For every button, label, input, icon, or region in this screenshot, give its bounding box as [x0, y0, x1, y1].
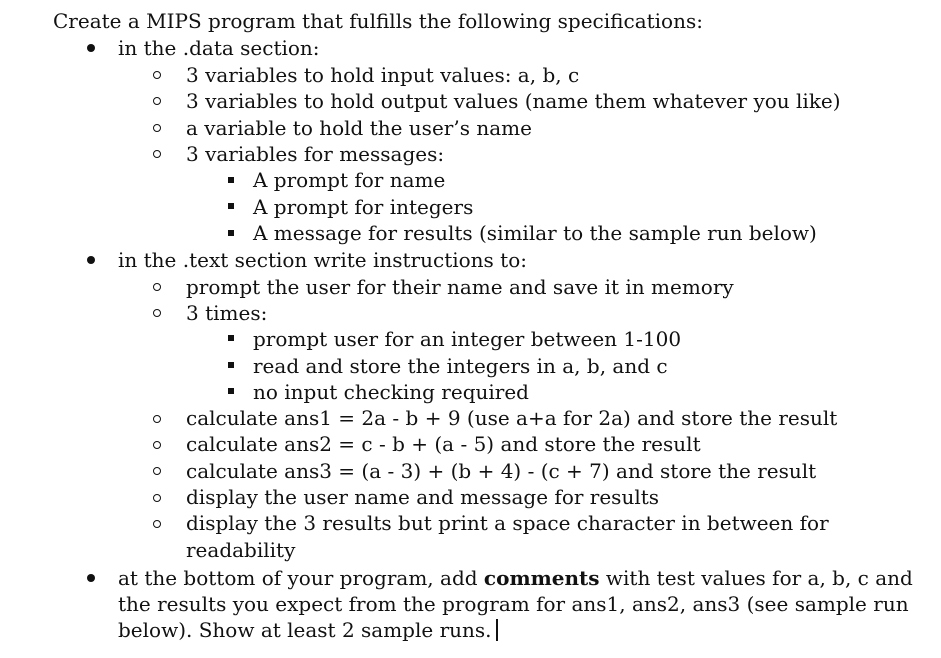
bullet-hollow [153, 71, 161, 79]
bullet-square [228, 177, 234, 183]
bullet-square [228, 362, 234, 368]
list-item: calculate ans3 = (a - 3) + (b + 4) - (c + 7) and store the result [186, 459, 817, 483]
bullet-filled [87, 574, 95, 582]
bullet-hollow [153, 441, 161, 449]
list-item-continuation: readability [186, 538, 296, 562]
data-section-heading: in the .data section: [118, 36, 320, 60]
list-item: A prompt for name [253, 168, 446, 192]
bottom-text-last: below). Show at least 2 sample runs. [118, 618, 492, 642]
bullet-square [228, 230, 234, 236]
list-item: no input checking required [253, 380, 529, 404]
list-item: 3 variables to hold output values (name them whatever you like) [186, 89, 841, 113]
list-item: a variable to hold the user’s name [186, 116, 532, 140]
bullet-filled [87, 256, 95, 264]
bullet-hollow [153, 283, 161, 291]
list-item: 3 variables for messages: [186, 142, 445, 166]
bullet-square [228, 335, 234, 341]
bullet-hollow [153, 150, 161, 158]
list-item: prompt user for an integer between 1-100 [253, 327, 682, 351]
list-item: display the 3 results but print a space character in between for [186, 511, 829, 535]
bottom-text-end: with test values for a, b, c and [599, 566, 913, 590]
bullet-square [228, 203, 234, 209]
list-item: calculate ans2 = c - b + (a - 5) and store the result [186, 432, 701, 456]
list-item: read and store the integers in a, b, and c [253, 354, 668, 378]
text-section-heading: in the .text section write instructions to: [118, 248, 527, 272]
bullet-hollow [153, 494, 161, 502]
bottom-text-start: at the bottom of your program, add [118, 566, 484, 590]
list-item: A prompt for integers [253, 195, 474, 219]
bottom-paragraph-line: the results you expect from the program for ans1, ans2, ans3 (see sample run [118, 592, 909, 616]
bullet-hollow [153, 124, 161, 132]
bullet-hollow [153, 520, 161, 528]
bullet-hollow [153, 97, 161, 105]
list-item: display the user name and message for results [186, 485, 660, 509]
list-item: 3 variables to hold input values: a, b, c [186, 63, 580, 87]
bullet-hollow [153, 467, 161, 475]
list-item: calculate ans1 = 2a - b + 9 (use a+a for 2a) and store the result [186, 406, 838, 430]
text-cursor [496, 619, 498, 641]
comments-bold-text: comments [483, 566, 600, 590]
bottom-paragraph-line [118, 617, 498, 643]
list-item: prompt the user for their name and save it in memory [186, 275, 734, 299]
bullet-hollow [153, 309, 161, 317]
document-title: Create a MIPS program that fulfills the following specifications: [53, 9, 703, 33]
list-item: 3 times: [186, 301, 268, 325]
bottom-paragraph-line [118, 565, 913, 591]
bullet-filled [87, 44, 95, 52]
bullet-hollow [153, 415, 161, 423]
bullet-square [228, 388, 234, 394]
list-item: A message for results (similar to the sample run below) [253, 221, 817, 245]
